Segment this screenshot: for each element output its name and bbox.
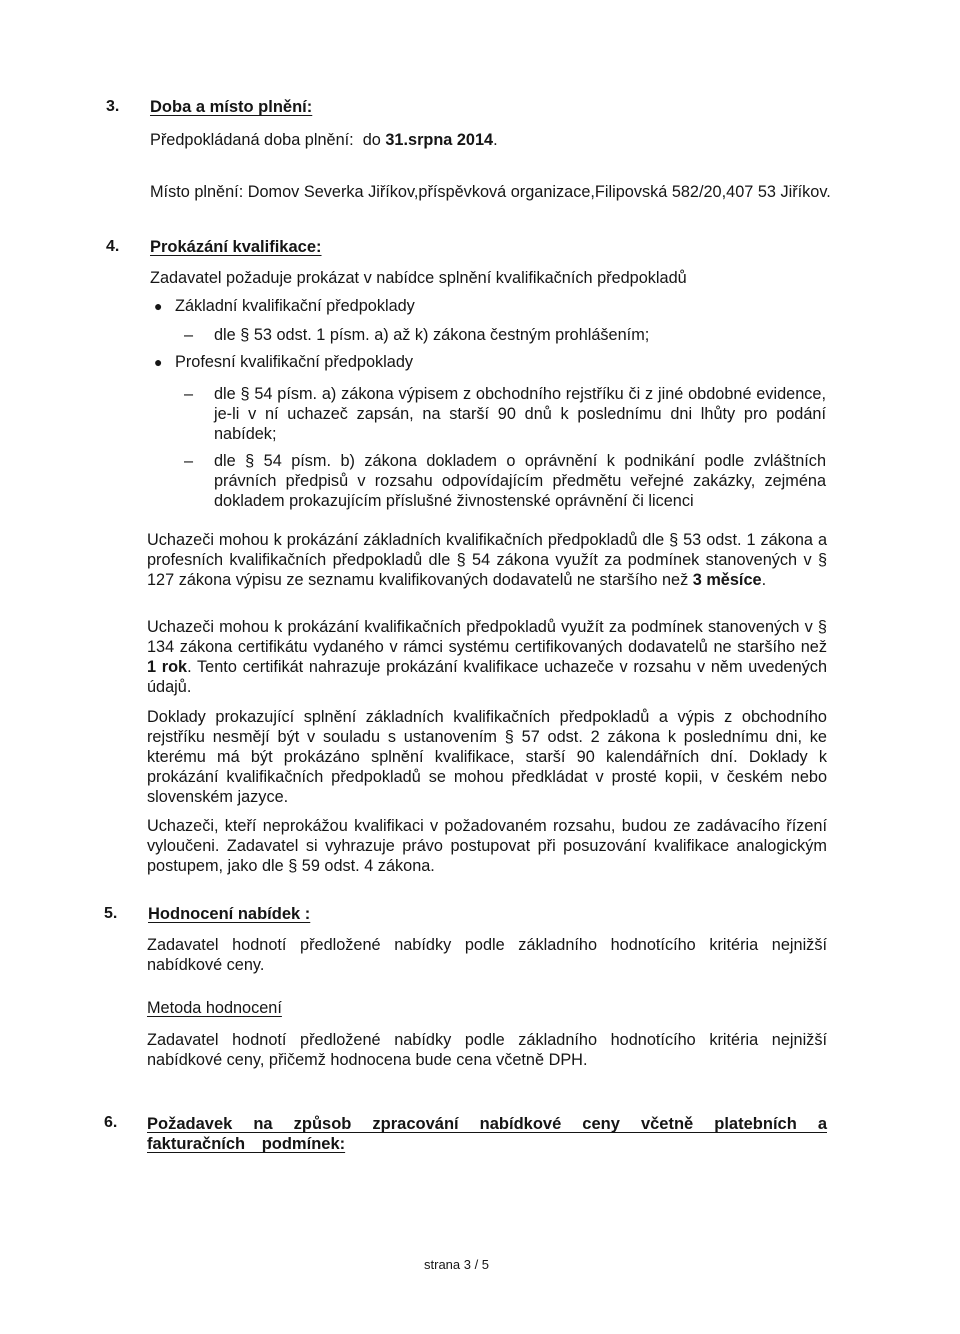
dash-icon: – bbox=[184, 385, 194, 403]
paragraph-documents: Doklady prokazující splnění základních kvalifikačních předpokladů a výpis z obchodního rejstříku nesmějí být v souladu s ustanovením § 57 odst. 2 zákona k poslednímu dni, ke kterému má být prokázáno splnění kvalifikace, starší 90 kalendářních dní. Doklady k prokázání kvalifikačních předpokladů se mohou předkládat v prosté kopii, v českém nebo slovenském jazyce. bbox=[147, 708, 827, 806]
dash-item-3-text: dle § 54 písm. b) zákona dokladem o oprávnění k podnikání podle zvláštních právních předpisů v rozsahu odpovídajícím předmětu veřejné zakázky, zejména dokladem prokazujícím příslušné živnostenské oprávnění či licenci bbox=[214, 452, 826, 510]
dash-item-2-text: dle § 54 písm. a) zákona výpisem z obchodního rejstříku či z jiné obdobné evidence, je-li v ní uchazeč zapsán, na starší 90 dnů k poslednímu dni lhůty pro podání nabídek; bbox=[214, 385, 826, 443]
section-3-number: 3. bbox=[106, 98, 120, 115]
paragraph-certificate-period: 1 rok bbox=[147, 658, 188, 676]
dash-icon: – bbox=[184, 326, 194, 344]
paragraph-certificate-end: . Tento certifikát nahrazuje prokázání kvalifikace uchazeče v rozsahu v něm uvedených údajů. bbox=[147, 658, 827, 696]
bullet-dot-icon: ● bbox=[154, 354, 163, 370]
section-3-duration bbox=[150, 130, 498, 150]
dash-item-1-text: dle § 53 odst. 1 písm. a) až k) zákona čestným prohlášením; bbox=[214, 326, 650, 344]
evaluation-method-heading: Metoda hodnocení bbox=[147, 999, 282, 1017]
duration-date: 31.srpna 2014 bbox=[385, 131, 494, 149]
paragraph-evaluation: Zadavatel hodnotí předložené nabídky podle základního hodnotícího kritéria nejnižší nabídkové ceny. bbox=[147, 936, 827, 974]
bullet-professional-qualification-text: Profesní kvalifikační předpoklady bbox=[175, 353, 414, 371]
paragraph-qualified-suppliers-end: . bbox=[761, 571, 767, 589]
section-6-heading: Požadavek na způsob zpracování nabídkové ceny včetně platebních a fakturačních podmínek: bbox=[147, 1115, 827, 1153]
paragraph-certificate bbox=[147, 617, 827, 697]
paragraph-qualified-suppliers-period: 3 měsíce bbox=[692, 571, 762, 589]
dash-item-2 bbox=[184, 384, 826, 444]
section-5-heading: Hodnocení nabídek : bbox=[148, 905, 311, 923]
section-4-intro: Zadavatel požaduje prokázat v nabídce splnění kvalifikačních předpokladů bbox=[150, 269, 687, 287]
dash-icon: – bbox=[184, 452, 194, 470]
section-3-heading: Doba a místo plnění: bbox=[150, 98, 313, 116]
paragraph-qualified-suppliers bbox=[147, 530, 827, 590]
paragraph-certificate-text: Uchazeči mohou k prokázání kvalifikačních předpokladů využít za podmínek stanovených v § 134 zákona certifikátu vydaného v rámci systému certifikovaných dodavatelů ne staršího než bbox=[147, 618, 827, 656]
bullet-professional-qualification bbox=[154, 352, 414, 372]
section-4-heading: Prokázání kvalifikace: bbox=[150, 238, 322, 256]
section-5-number: 5. bbox=[104, 905, 118, 922]
dash-item-1 bbox=[184, 325, 650, 345]
section-4-number: 4. bbox=[106, 238, 120, 255]
paragraph-evaluation-method: Zadavatel hodnotí předložené nabídky podle základního hodnotícího kritéria nejnižší nabídkové ceny, přičemž hodnocena bude cena včetně DPH. bbox=[147, 1031, 827, 1069]
duration-label: Předpokládaná doba plnění: do bbox=[150, 131, 386, 149]
bullet-dot-icon: ● bbox=[154, 298, 163, 314]
bullet-basic-qualification-text: Základní kvalifikační předpoklady bbox=[175, 297, 415, 315]
page-number: strana 3 / 5 bbox=[424, 1257, 490, 1272]
section-6-number: 6. bbox=[104, 1114, 118, 1131]
dash-item-3 bbox=[184, 451, 826, 511]
duration-period: . bbox=[493, 131, 498, 149]
paragraph-exclusion: Uchazeči, kteří neprokážou kvalifikaci v požadovaném rozsahu, budou ze zadávacího řízení vyloučeni. Zadavatel si vyhrazuje právo postupovat při posuzování kvalifikace analogickým postupem, jako dle § 59 odst. 4 zákona. bbox=[147, 817, 827, 875]
section-3-place: Místo plnění: Domov Severka Jiříkov,příspěvková organizace,Filipovská 582/20,407 53 Jiříkov. bbox=[150, 183, 831, 201]
bullet-basic-qualification bbox=[154, 296, 415, 316]
paragraph-qualified-suppliers-text: Uchazeči mohou k prokázání základních kvalifikačních předpokladů dle § 53 odst. 1 zákona a profesních kvalifikačních předpokladů dle § 54 zákona využít za podmínek stanovených v § 127 zákona výpisu ze seznamu kvalifikovaných dodavatelů ne staršího než bbox=[147, 531, 827, 589]
